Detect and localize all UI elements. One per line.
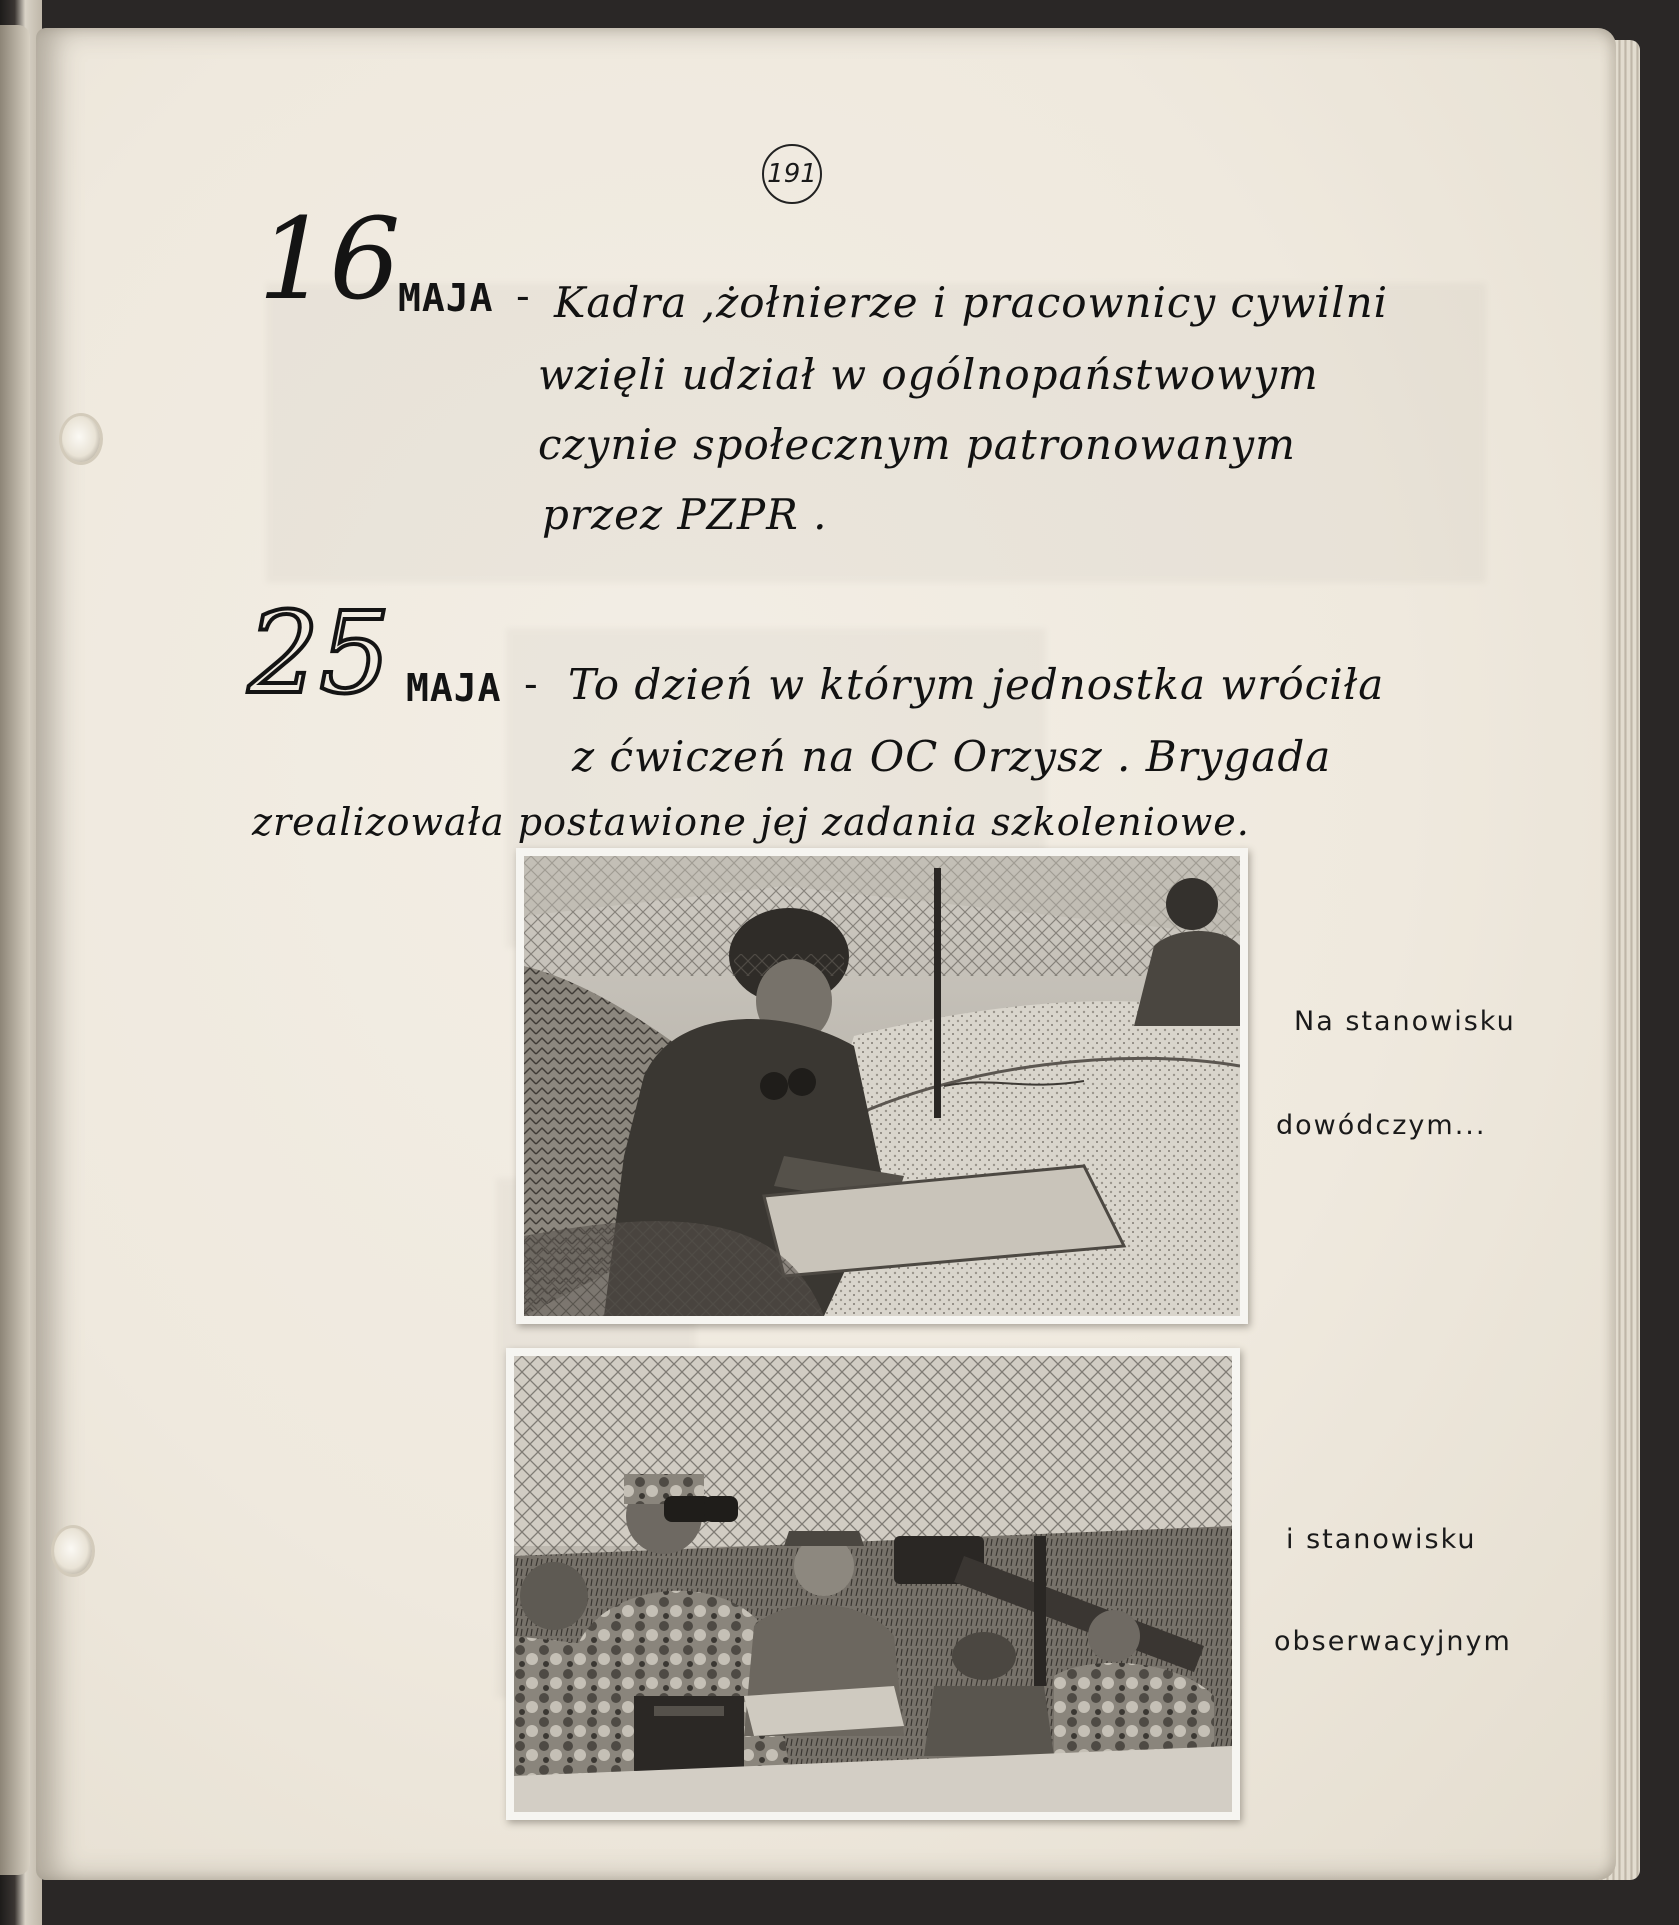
entry-2-month: MAJA — [406, 666, 502, 710]
entry-1-month: MAJA — [398, 276, 494, 320]
entry-2-line-1: To dzień w którym jednostka wróciła — [568, 660, 1385, 709]
photo-observation-post — [506, 1348, 1240, 1820]
entry-1-day: 16 — [258, 195, 401, 325]
photo-1-caption-line-2: dowódczym... — [1276, 1110, 1487, 1141]
entry-2-dash: - — [524, 662, 538, 706]
punch-hole-bottom — [54, 1528, 92, 1574]
album-page — [36, 28, 1616, 1880]
entry-1-line-1: Kadra ,żołnierze i pracownicy cywilni — [554, 278, 1389, 327]
page-number: 191 — [762, 144, 822, 204]
photo-observation-post-image — [514, 1356, 1232, 1812]
entry-1-line-4: przez PZPR . — [542, 490, 828, 539]
entry-1-line-3: czynie społecznym patronowanym — [538, 420, 1296, 469]
photo-command-post-image — [524, 856, 1240, 1316]
entry-1-dash: - — [516, 274, 530, 318]
entry-2-line-2: z ćwiczeń na OC Orzysz . Brygada — [572, 732, 1332, 781]
photo-2-caption-line-1: i stanowisku — [1286, 1524, 1477, 1555]
photo-2-caption-line-2: obserwacyjnym — [1274, 1626, 1512, 1657]
punch-hole-top — [62, 416, 100, 462]
photo-1-caption-line-1: Na stanowisku — [1294, 1006, 1516, 1037]
photo-command-post — [516, 848, 1248, 1324]
entry-2-day: 25 — [248, 589, 391, 719]
previous-page-edge — [0, 25, 30, 1875]
entry-2-line-3: zrealizowała postawione jej zadania szkoleniowe. — [252, 800, 1250, 844]
entry-1-line-2: wzięli udział w ogólnopaństwowym — [538, 350, 1319, 399]
